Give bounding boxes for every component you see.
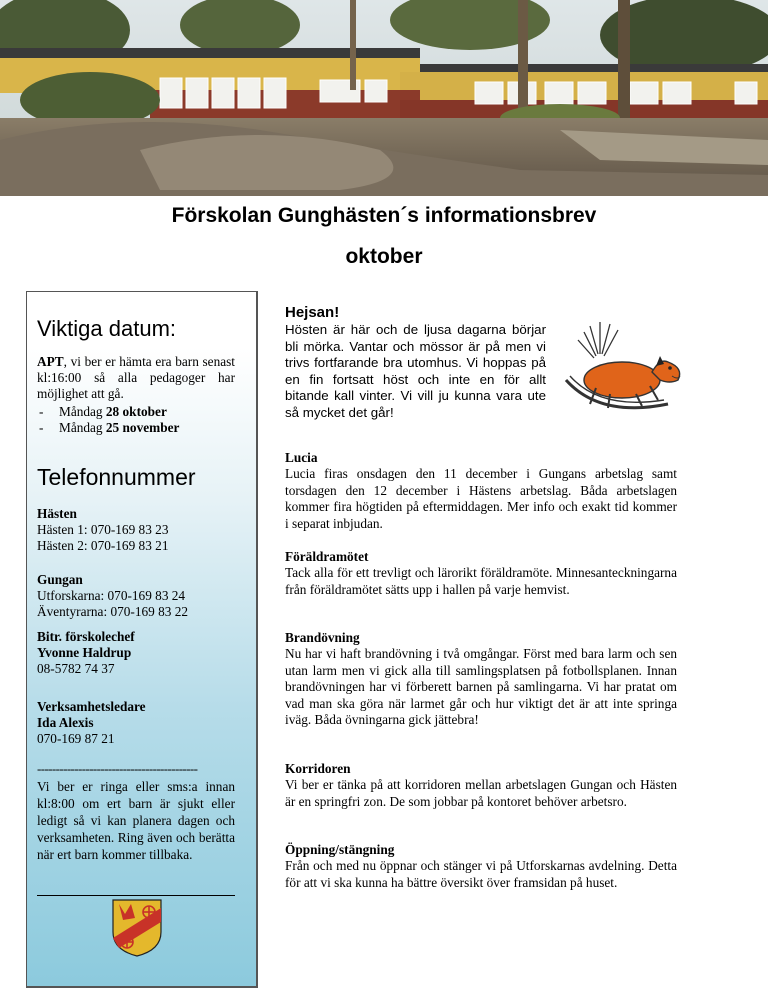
section-corridor: [285, 761, 677, 810]
contact-operations-manager: Verksamhetsledare Ida Alexis 070-169 87 21: [37, 699, 146, 746]
section-body: Nu har vi haft brandövning i två omgångar. Först med bara larm och sen utan larm men vi gick alla till samlingsplatsen på fotbollsplanen. Innan brandövningen har vi förberett barnen på samlingarna. Vi har pratat om vad man ska göra när larmet går och hur viktigt det är att inte springa iväg. Båda övningarna gick jättebra!: [285, 646, 677, 728]
intro-paragraph: Hösten är här och de ljusa dagarna börjar bli mörka. Vantar och mössor är på men vi trivs fortfarande bra utomhus. Vi hoppas på en fin fortsatt höst och inte en för allt bitande kall vinter. Vi vill ju kunna vara ute så mycket det går!: [285, 322, 546, 420]
apt-text: , vi ber er hämta era barn senast kl:16:00 så alla pedagoger har möjlighet att gå.: [37, 354, 235, 401]
apt-dates-list: [37, 404, 235, 436]
group-gungan: Gungan Utforskarna: 070-169 83 24 Äventyrarna: 070-169 83 22: [37, 572, 189, 619]
header-photo-school-building: [0, 0, 768, 196]
section-title: Korridoren: [285, 761, 351, 776]
list-item: - Måndag 28 oktober: [37, 404, 235, 420]
section-parent-meeting: [285, 549, 677, 598]
separator-line: -------------------------------------------: [37, 761, 198, 776]
contact-deputy-principal: Bitr. förskolechef Yvonne Haldrup 08-5782 74 37: [37, 629, 135, 676]
list-item: - Måndag 25 november: [37, 420, 235, 436]
section-opening-closing: [285, 842, 677, 891]
newsletter-title: Förskolan Gunghästen´s informationsbrev: [171, 204, 597, 227]
sick-notice: Vi ber er ringa eller sms:a innan kl:8:00 om ert barn är sjukt eller ledigt så vi kan planera dagen och verksamheten. Ring även och berätta när ert barn kommer tillbaka.: [37, 779, 235, 862]
phone-heading: Telefonnummer: [37, 464, 196, 490]
section-title: Öppning/stängning: [285, 842, 395, 857]
section-title: Lucia: [285, 450, 318, 465]
section-title: Föräldramötet: [285, 549, 369, 564]
section-body: Vi ber er tänka på att korridoren mellan arbetslagen Gungan och Hästen är en springfri zon. De som jobbar på kontoret behöver arbetsro.: [285, 777, 677, 809]
section-body: Lucia firas onsdagen den 11 december i Gungans arbetslag samt torsdagen den 12 december i Hästens arbetslag. Båda arbetslagen kommer fira högtiden på eftermiddagen. Mer info och exakt tid kommer i separat inbjudan.: [285, 466, 677, 531]
apt-label: APT: [37, 354, 64, 369]
sidebar-box: [26, 291, 258, 988]
apt-notice: [37, 354, 235, 402]
group-hasten: Hästen Hästen 1: 070-169 83 23 Hästen 2: 070-169 83 21: [37, 506, 169, 553]
section-fire-drill: [285, 630, 677, 728]
section-lucia: [285, 450, 677, 532]
important-dates-heading: Viktiga datum:: [37, 316, 177, 341]
rocking-horse-illustration: [560, 318, 688, 423]
section-body: Från och med nu öppnar och stänger vi på Utforskarnas avdelning. Detta för att vi ska kunna ha bättre översikt över framsidan på huset.: [285, 858, 677, 890]
section-body: Tack alla för ett trevligt och lärorikt föräldramöte. Minnesanteckningarna från föräldramötet sätts upp i hallen på varje hemvist.: [285, 565, 677, 597]
greeting-heading: Hejsan!: [285, 304, 340, 321]
municipal-crest-logo: [111, 898, 163, 958]
divider: [37, 895, 235, 896]
newsletter-month: oktober: [345, 245, 423, 268]
section-title: Brandövning: [285, 630, 360, 645]
